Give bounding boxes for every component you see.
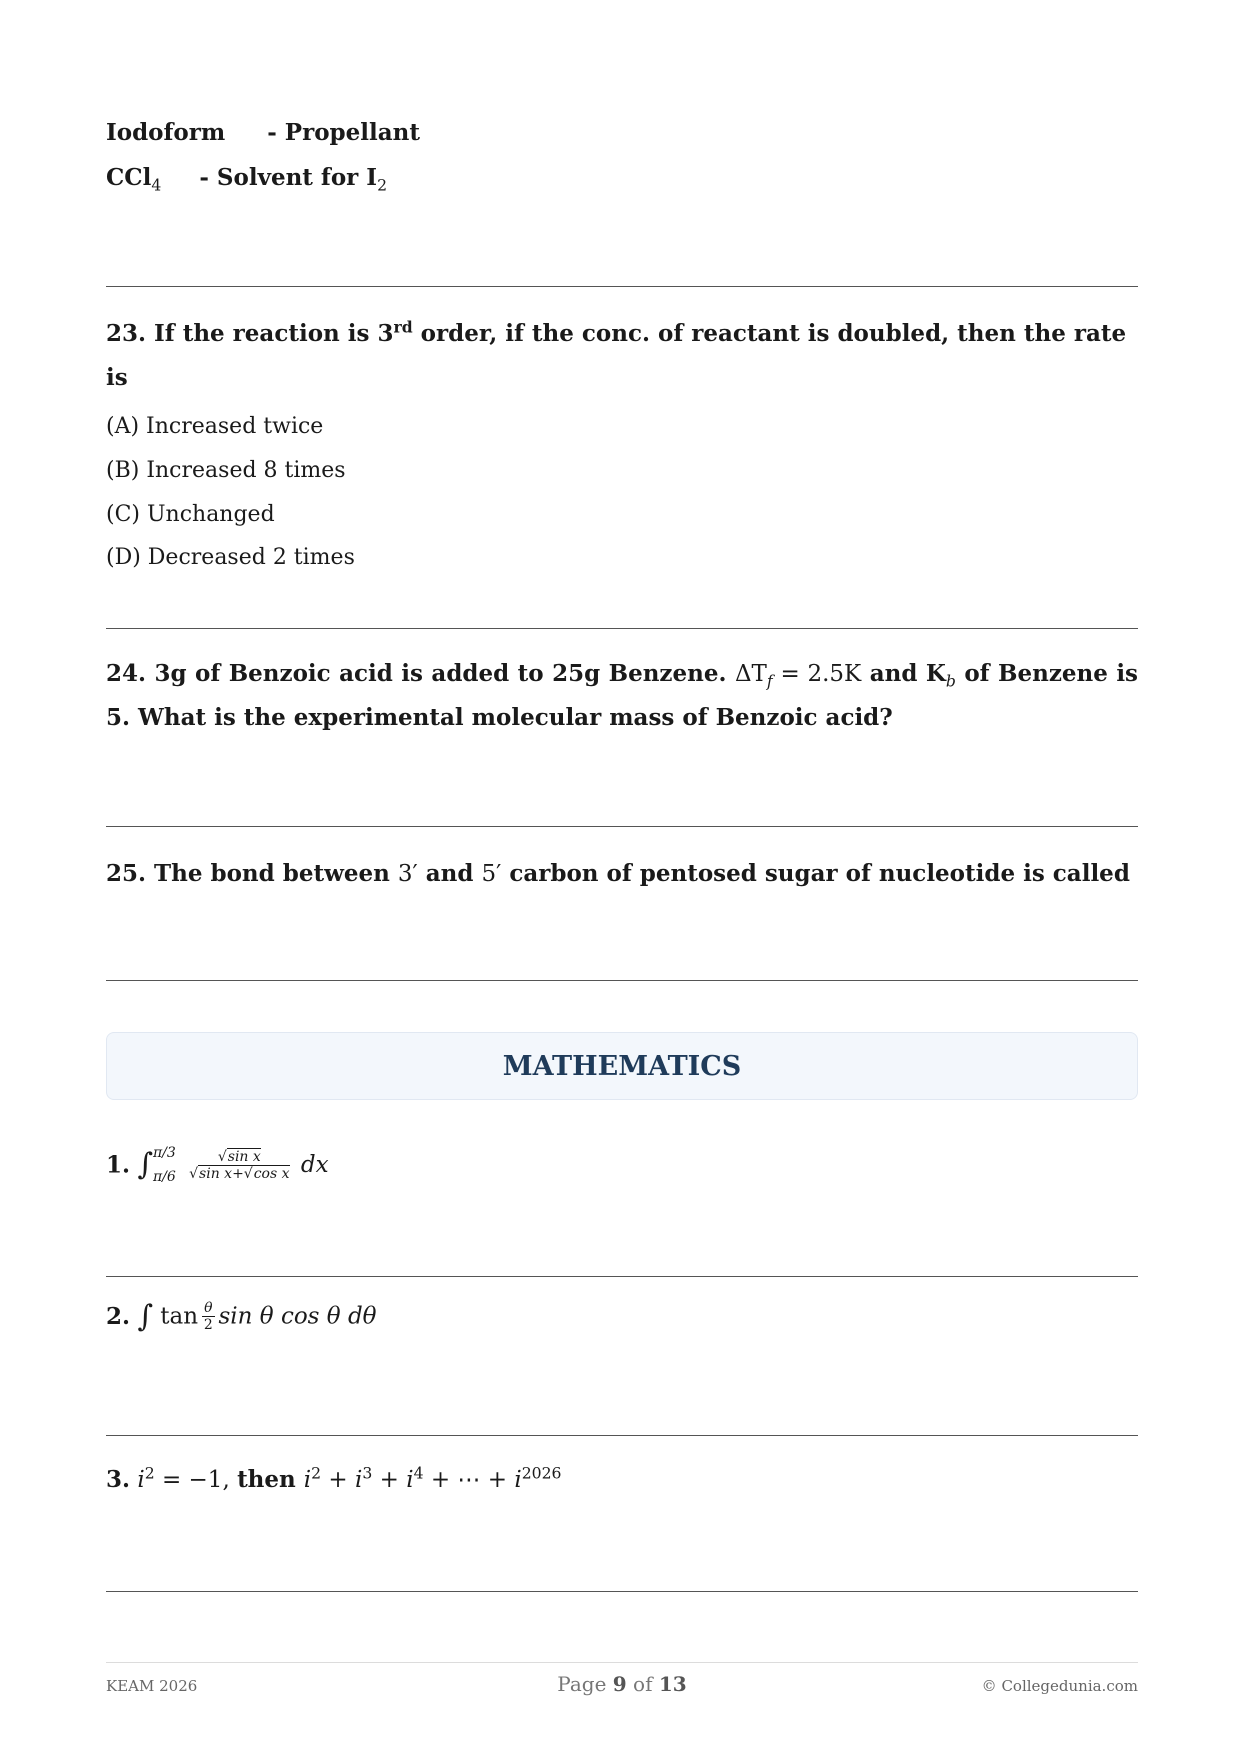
pair-right: - Solvent for $I_2$ [199,164,388,195]
math-question-1: 1. ∫ π/3 π/6 $\frac{\text{√sin x}}{\text{√sin x+√cos x}}$ dx [106,1145,329,1185]
option-b: (B) Increased 8 times [106,458,346,483]
footer-copyright: © Collegedunia.com [981,1677,1138,1695]
integral-limits: π/3 π/6 [152,1145,176,1185]
footer-exam: KEAM 2026 [106,1677,198,1695]
option-a: (A) Increased twice [106,414,324,439]
divider [106,1591,1138,1592]
question-25: 25. The bond between 3′ and 5′ carbon of pentosed sugar of nucleotide is called [106,860,1130,887]
pair-right: - Propellant [267,119,420,146]
math-question-3: 3. $i^2 = -1$, then $i^2 + i^3 + i^4$ + ⋯ + $i^{2026}$ [106,1463,562,1493]
page [106,0,1138,1754]
divider [106,1435,1138,1436]
question-23: 23. If the reaction is 3rd order, if the conc. of reactant is doubled, then the rate is [106,317,1127,391]
pair-left: CCl$_4$ [106,164,162,195]
option-c: (C) Unchanged [106,502,275,527]
divider [106,980,1138,981]
pair-left: Iodoform [106,119,226,146]
divider [106,826,1138,827]
pair-ccl4 [106,164,388,195]
integral-sign: ∫ [137,1298,153,1334]
integral-sign: ∫ [137,1147,153,1182]
divider [106,286,1138,287]
option-d: (D) Decreased 2 times [106,545,355,570]
integrand-fraction: $\frac{\text{√sin x}}{\text{√sin x+√cos x}}$ [189,1148,290,1182]
section-banner [106,1032,1138,1100]
section-title: MATHEMATICS [502,1050,742,1082]
divider [106,628,1138,629]
pair-iodoform [106,119,420,146]
footer-divider [106,1662,1138,1663]
divider [106,1276,1138,1277]
question-24: 24. 3g of Benzoic acid is added to 25g Benzene. $\Delta T_f = 2.5K$ and $K_b$ of Benzene is 5. What is the experimental molecular mass of Benzoic acid? [106,660,1139,731]
footer-page-indicator: Page 9 of 13 [557,1672,687,1696]
math-question-2: 2. ∫ tan $\frac{\theta}{2}$ sin θ cos θ dθ [106,1298,377,1334]
